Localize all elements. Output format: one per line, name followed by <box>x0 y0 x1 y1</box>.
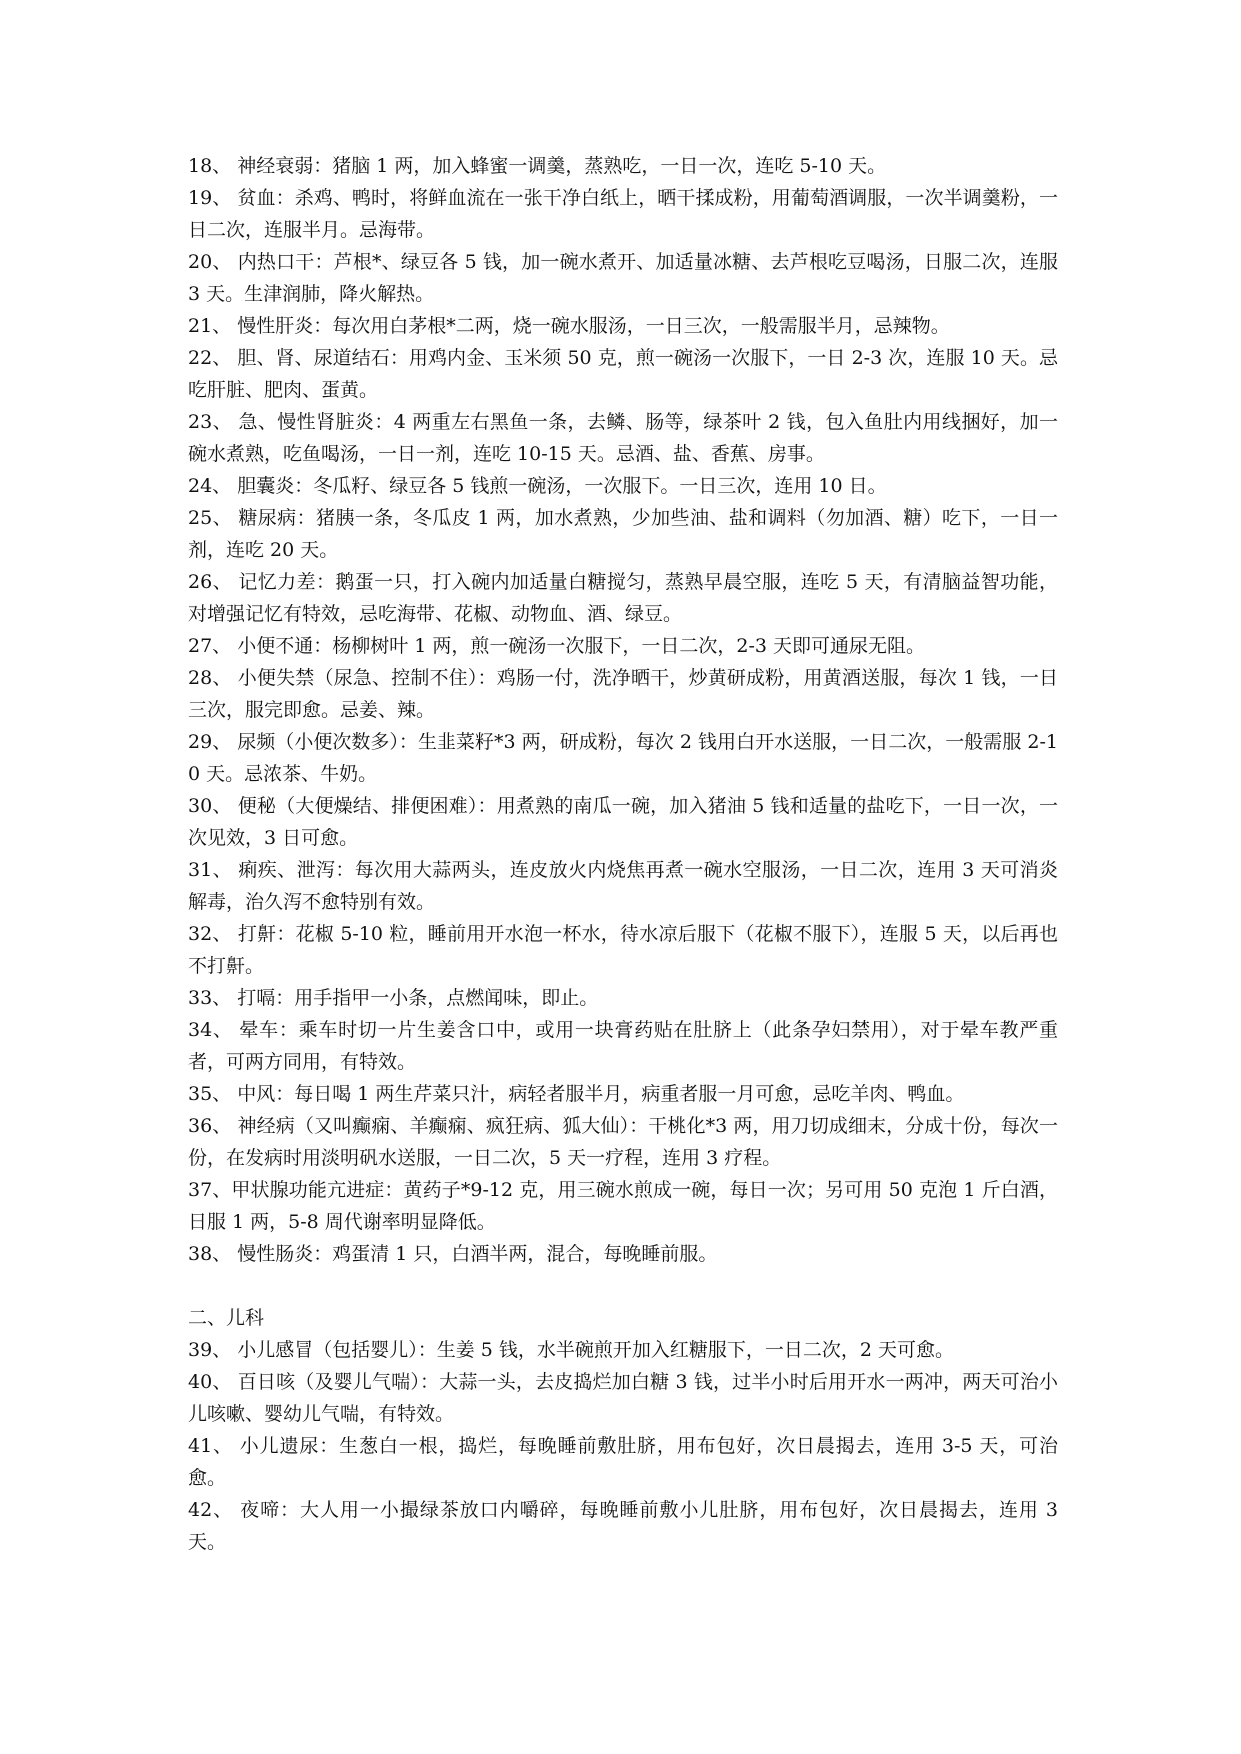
remedy-entry-20: 20、 内热口干：芦根*、绿豆各 5 钱，加一碗水煮开、加适量冰糖、去芦根吃豆喝汤，日服二次，连服 3 天。生津润肺，降火解热。 <box>188 251 1058 305</box>
remedy-entry-27: 27、 小便不通：杨柳树叶 1 两，煎一碗汤一次服下，一日二次，2-3 天即可通尿无阻。 <box>188 635 926 657</box>
remedy-entry-36: 36、 神经病（又叫癫痫、羊癫痫、疯狂病、狐大仙）：干桃化*3 两，用刀切成细末，分成十份，每次一份，在发病时用淡明矾水送服，一日二次，5 天一疗程，连用 3 疗程。 <box>188 1115 1058 1169</box>
remedy-entry-25: 25、 糖尿病：猪胰一条，冬瓜皮 1 两，加水煮熟，少加些油、盐和调料（勿加酒、糖）吃下，一日一剂，连吃 20 天。 <box>188 507 1058 561</box>
remedy-entry-28: 28、 小便失禁（尿急、控制不住）：鸡肠一付，洗净晒干，炒黄研成粉，用黄酒送服，每次 1 钱，一日三次，服完即愈。忌姜、辣。 <box>188 667 1058 721</box>
remedy-entry-23: 23、 急、慢性肾脏炎：4 两重左右黑鱼一条，去鳞、肠等，绿茶叶 2 钱，包入鱼肚内用线捆好，加一碗水煮熟，吃鱼喝汤，一日一剂，连吃 10-15 天。忌酒、盐、香蕉、房事。 <box>188 411 1058 465</box>
remedy-entry-34: 34、 晕车：乘车时切一片生姜含口中，或用一块膏药贴在肚脐上（此条孕妇禁用），对于晕车教严重者，可两方同用，有特效。 <box>188 1019 1058 1073</box>
remedy-entry-29: 29、 尿频（小便次数多）：生韭菜籽*3 两，研成粉，每次 2 钱用白开水送服，一日二次，一般需服 2-10 天。忌浓茶、牛奶。 <box>188 731 1058 785</box>
remedy-entry-32: 32、 打鼾：花椒 5-10 粒，睡前用开水泡一杯水，待水凉后服下（花椒不服下），连服 5 天，以后再也不打鼾。 <box>188 923 1058 977</box>
page-content <box>188 150 1058 1558</box>
remedy-entry-18: 18、 神经衰弱：猪脑 1 两，加入蜂蜜一调羹，蒸熟吃，一日一次，连吃 5-10 天。 <box>188 155 887 177</box>
remedy-entry-40: 40、 百日咳（及婴儿气喘）：大蒜一头，去皮捣烂加白糖 3 钱，过半小时后用开水一两冲，两天可治小儿咳嗽、婴幼儿气喘，有特效。 <box>188 1371 1058 1425</box>
remedy-entry-33: 33、 打嗝：用手指甲一小条，点燃闻味，即止。 <box>188 987 599 1009</box>
remedy-entry-42: 42、 夜啼：大人用一小撮绿茶放口内嚼碎，每晚睡前敷小儿肚脐，用布包好，次日晨揭去，连用 3 天。 <box>188 1499 1058 1553</box>
remedy-entry-19: 19、 贫血：杀鸡、鸭时，将鲜血流在一张干净白纸上，晒干揉成粉，用葡萄酒调服，一次半调羹粉，一日二次，连服半月。忌海带。 <box>188 187 1058 241</box>
remedy-entry-22: 22、 胆、肾、尿道结石：用鸡内金、玉米须 50 克，煎一碗汤一次服下，一日 2-3 次，连服 10 天。忌吃肝脏、肥肉、蛋黄。 <box>188 347 1058 401</box>
remedy-entry-41: 41、 小儿遗尿：生葱白一根，捣烂，每晚睡前敷肚脐，用布包好，次日晨揭去，连用 3-5 天，可治愈。 <box>188 1435 1058 1489</box>
remedy-entry-39: 39、 小儿感冒（包括婴儿）：生姜 5 钱，水半碗煎开加入红糖服下，一日二次，2 天可愈。 <box>188 1339 955 1361</box>
remedy-entry-37: 37、甲状腺功能亢进症：黄药子*9-12 克，用三碗水煎成一碗，每日一次；另可用 50 克泡 1 斤白酒，日服 1 两，5-8 周代谢率明显降低。 <box>188 1179 1058 1233</box>
remedy-entry-38: 38、 慢性肠炎：鸡蛋清 1 只，白酒半两，混合，每晚睡前服。 <box>188 1243 718 1265</box>
remedy-entry-24: 24、 胆囊炎：冬瓜籽、绿豆各 5 钱煎一碗汤，一次服下。一日三次，连用 10 日。 <box>188 475 887 497</box>
remedy-entry-21: 21、 慢性肝炎：每次用白茅根*二两，烧一碗水服汤，一日三次，一般需服半月，忌辣物。 <box>188 315 950 337</box>
section-heading-pediatrics: 二、儿科 <box>188 1307 265 1329</box>
remedy-entry-30: 30、 便秘（大便燥结、排便困难）：用煮熟的南瓜一碗，加入猪油 5 钱和适量的盐吃下，一日一次，一次见效，3 日可愈。 <box>188 795 1058 849</box>
remedy-entry-26: 26、 记忆力差：鹅蛋一只，打入碗内加适量白糖搅匀，蒸熟早晨空服，连吃 5 天，有清脑益智功能，对增强记忆有特效，忌吃海带、花椒、动物血、酒、绿豆。 <box>188 571 1058 625</box>
remedy-entry-35: 35、 中风：每日喝 1 两生芹菜只汁，病轻者服半月，病重者服一月可愈，忌吃羊肉、鸭血。 <box>188 1083 965 1105</box>
remedy-entry-31: 31、 痢疾、泄泻：每次用大蒜两头，连皮放火内烧焦再煮一碗水空服汤，一日二次，连用 3 天可消炎解毒，治久泻不愈特别有效。 <box>188 859 1058 913</box>
